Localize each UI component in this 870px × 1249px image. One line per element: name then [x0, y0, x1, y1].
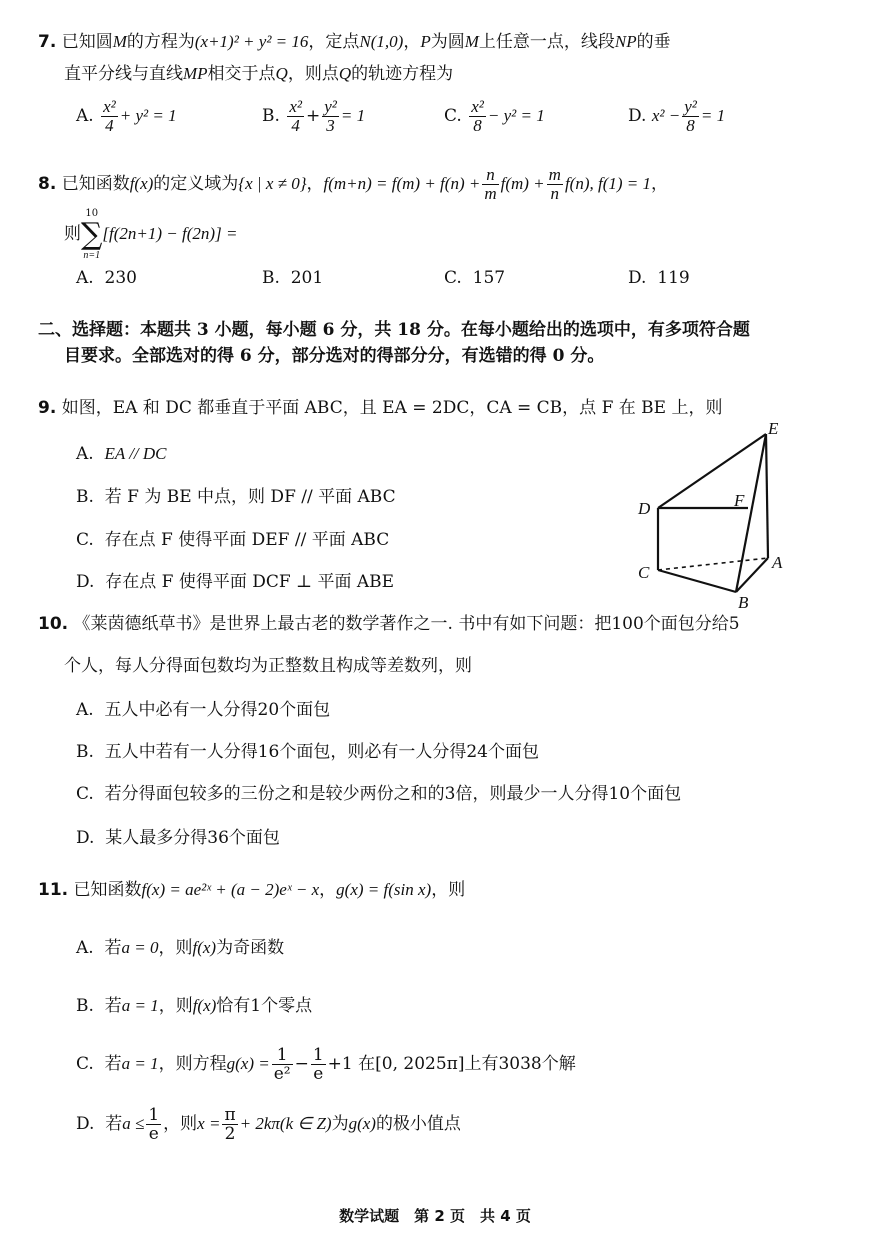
- option-text: 若: [104, 1054, 122, 1074]
- option-text: 119: [657, 268, 690, 288]
- option-text: 某人最多分得36个面包: [105, 828, 280, 848]
- label-A: A: [772, 553, 783, 572]
- option-label: C.: [76, 530, 94, 550]
- q9-stem: [38, 396, 722, 420]
- edge-EA: [766, 434, 768, 558]
- option-label: A.: [76, 938, 94, 958]
- q7-text: 为圆: [430, 32, 465, 52]
- q8-option-b[interactable]: [262, 266, 323, 290]
- q7-text: ，则点: [287, 64, 339, 84]
- q8-expression: [f(2n+1) − f(2n)] =: [102, 224, 238, 243]
- q8-option-c[interactable]: [444, 266, 505, 290]
- q8-func: f(x): [129, 174, 154, 193]
- q8-number: 8.: [38, 174, 57, 194]
- option-label: A.: [76, 106, 94, 126]
- section2-line2: 目要求。全部选对的得 6 分，部分选对的得部分分，有选错的得 0 分。: [64, 346, 605, 366]
- q7-var: M: [112, 32, 127, 51]
- q11-text: ，: [319, 880, 337, 900]
- option-label: B.: [262, 106, 280, 126]
- option-label: B.: [76, 742, 94, 762]
- q8-equation: f(n), f(1) = 1: [564, 174, 651, 193]
- option-label: B.: [262, 268, 280, 288]
- q9-option-c[interactable]: [76, 528, 389, 552]
- label-E: E: [768, 420, 779, 438]
- option-math: g(x): [348, 1114, 376, 1133]
- q10-text: 《莱茵德纸草书》是世界上最古老的数学著作之一. 书中有如下问题：把100个面包分给5: [73, 614, 740, 634]
- option-label: C.: [76, 1054, 94, 1074]
- q8-text: 的定义域为: [153, 174, 239, 194]
- q7-text: ，: [403, 32, 421, 52]
- q7-text: 的方程为: [126, 32, 195, 52]
- option-text: 230: [104, 268, 137, 288]
- option-text: 五人中若有一人分得16个面包，则必有一人分得24个面包: [104, 742, 539, 762]
- q7-option-b[interactable]: [262, 98, 365, 135]
- q9-text: 如图，EA 和 DC 都垂直于平面 ABC，且 EA = 2DC，CA = CB，点 F 在 BE 上，则: [61, 398, 723, 418]
- option-math: [0, 2025π]: [375, 1054, 465, 1074]
- edge-DE: [658, 434, 766, 508]
- q8-option-d[interactable]: [628, 266, 690, 290]
- option-math: x =: [197, 1114, 221, 1133]
- fraction: $\frac{1}{e}$: [312, 1045, 324, 1084]
- q7-option-a[interactable]: [76, 98, 177, 135]
- option-text: EA // DC: [104, 444, 167, 463]
- q8-equation: f(m) +: [500, 174, 545, 193]
- q7-text: 直平分线与直线: [64, 64, 183, 84]
- option-math: a = 1: [121, 1054, 159, 1073]
- fraction: $\frac{1}{\text{e²}}$: [273, 1045, 291, 1084]
- edge-EB: [736, 434, 766, 592]
- q9-option-b[interactable]: [76, 485, 396, 509]
- q8-text: 已知函数: [61, 174, 130, 194]
- option-text: − y² = 1: [487, 106, 545, 125]
- q8-equation: f(m+n) = f(m) + f(n) +: [323, 174, 481, 193]
- option-text: 若: [105, 1114, 123, 1134]
- label-C: C: [638, 563, 650, 582]
- label-D: D: [638, 499, 651, 518]
- q11-stem: [38, 878, 465, 902]
- fraction: $\frac{\text{y²}}{8}$: [684, 97, 697, 135]
- q11-option-d[interactable]: [76, 1102, 461, 1146]
- q10-number: 10.: [38, 614, 69, 634]
- fraction: $\frac{\pi}{2}$: [224, 1105, 236, 1144]
- option-text: 为: [331, 1114, 349, 1134]
- option-text: +: [305, 106, 321, 126]
- option-label: D.: [628, 268, 647, 288]
- option-text: + y² = 1: [119, 106, 177, 125]
- option-label: A.: [76, 700, 94, 720]
- q9-geometry-figure: [630, 420, 800, 610]
- option-label: A.: [76, 444, 94, 464]
- q8-text: 则: [64, 224, 81, 244]
- page-footer: 数学试题 第 2 页 共 4 页: [339, 1207, 531, 1225]
- summation: 10 ∑ n=1: [81, 207, 103, 261]
- q7-text: 上任意一点，线段: [478, 32, 615, 52]
- q8-line1: [38, 166, 668, 203]
- option-text: = 1: [700, 106, 726, 125]
- fraction: $\frac{m}{n}$: [548, 165, 561, 203]
- option-text: 为奇函数: [216, 938, 285, 958]
- q9-option-a[interactable]: [76, 442, 167, 466]
- q11-func-f: f(x) = ae²ˣ + (a − 2)eˣ − x: [141, 880, 320, 899]
- edge-CB: [658, 570, 736, 592]
- option-label: C.: [444, 268, 462, 288]
- option-math: f(x): [192, 938, 217, 957]
- q8-line2: [64, 206, 237, 262]
- option-text: x² −: [651, 106, 681, 125]
- option-math: f(x): [192, 996, 217, 1015]
- q8-text: ，: [306, 174, 324, 194]
- fraction: $\frac{\text{x²}}{4}$: [289, 97, 302, 135]
- q8-set: {x | x ≠ 0}: [238, 174, 307, 193]
- q7-var: NP: [614, 32, 637, 51]
- q7-text: 的垂: [636, 32, 671, 52]
- q11-text: ，则: [431, 880, 466, 900]
- q7-point: N(1,0): [359, 32, 404, 51]
- option-math: g(x) =: [226, 1054, 270, 1073]
- q10-line2: 个人，每人分得面包数均为正整数且构成等差数列，则: [64, 656, 472, 676]
- option-label: B.: [76, 996, 94, 1016]
- option-text: ，则: [163, 1114, 198, 1134]
- q11-func-g: g(x) = f(sin x): [336, 880, 432, 899]
- q9-number: 9.: [38, 398, 57, 418]
- section2-line1: 二、选择题：本题共 3 小题，每小题 6 分，共 18 分。在每小题给出的选项中，有多项符合题: [38, 320, 750, 340]
- option-math: a ≤: [122, 1114, 145, 1133]
- option-text: 若: [104, 996, 122, 1016]
- q7-var: Q: [338, 64, 352, 83]
- q7-var: Q: [275, 64, 288, 83]
- option-label: C.: [444, 106, 462, 126]
- q10-option-d[interactable]: [76, 826, 280, 850]
- q7-line2: [64, 62, 453, 86]
- option-text: 201: [290, 268, 324, 288]
- fraction: $\frac{1}{e}$: [148, 1105, 160, 1144]
- q7-var: M: [464, 32, 479, 51]
- option-label: A.: [76, 268, 94, 288]
- q7-equation: (x+1)² + y² = 16: [194, 32, 309, 51]
- option-text: 的极小值点: [375, 1114, 461, 1134]
- q7-number: 7.: [38, 32, 57, 52]
- q9-option-d[interactable]: [76, 570, 394, 594]
- q11-text: 已知函数: [73, 880, 142, 900]
- label-B: B: [738, 593, 749, 610]
- q7-text: 相交于点: [207, 64, 276, 84]
- option-label: D.: [628, 106, 647, 126]
- option-text: 上有3038个解: [464, 1054, 576, 1074]
- q11-number: 11.: [38, 880, 69, 900]
- option-text: ，则方程: [158, 1054, 227, 1074]
- q7-line1: [38, 30, 671, 54]
- edge-CA-hidden: [658, 558, 768, 570]
- q10-line1: [38, 612, 740, 636]
- label-F: F: [734, 491, 745, 510]
- option-text: ，则: [158, 996, 193, 1016]
- q7-var: P: [420, 32, 431, 51]
- option-math: a = 1: [121, 996, 159, 1015]
- option-text: ，则: [158, 938, 193, 958]
- option-label: C.: [76, 784, 94, 804]
- option-label: D.: [76, 572, 95, 592]
- fraction: $\frac{\text{x²}}{8}$: [471, 97, 484, 135]
- q10-option-b[interactable]: [76, 740, 539, 764]
- option-text: 若 F 为 BE 中点，则 DF // 平面 ABC: [104, 487, 396, 507]
- q10-option-c[interactable]: [76, 782, 681, 806]
- option-text: 存在点 F 使得平面 DEF // 平面 ABC: [104, 530, 390, 550]
- q7-text: 已知圆: [61, 32, 113, 52]
- option-text: +1 在: [327, 1054, 376, 1074]
- option-text: 若分得面包较多的三份之和是较少两份之和的3倍，则最少一人分得10个面包: [104, 784, 682, 804]
- option-text: 157: [472, 268, 506, 288]
- option-text: 若: [104, 938, 122, 958]
- option-text: 五人中必有一人分得20个面包: [104, 700, 331, 720]
- q8-option-a[interactable]: [76, 266, 137, 290]
- q8-text: ，: [651, 174, 668, 194]
- q11-option-c[interactable]: [76, 1042, 576, 1086]
- q7-option-d[interactable]: [628, 98, 725, 135]
- option-label: B.: [76, 487, 94, 507]
- option-math: + 2kπ(k ∈ Z): [239, 1114, 332, 1133]
- q7-var: MP: [183, 64, 208, 83]
- q11-option-b[interactable]: [76, 994, 312, 1018]
- q10-option-a[interactable]: [76, 698, 330, 722]
- option-text: 恰有1个零点: [216, 996, 313, 1016]
- fraction: $\frac{\text{y²}}{3}$: [324, 97, 337, 135]
- option-label: D.: [76, 1114, 95, 1134]
- option-text: 存在点 F 使得平面 DCF ⊥ 平面 ABE: [105, 572, 395, 592]
- option-math: a = 0: [121, 938, 159, 957]
- q7-option-c[interactable]: [444, 98, 545, 135]
- fraction: $\frac{n}{m}$: [484, 165, 497, 203]
- q11-option-a[interactable]: [76, 936, 284, 960]
- option-text: = 1: [340, 106, 366, 125]
- q7-text: ，定点: [308, 32, 360, 52]
- q7-text: 的轨迹方程为: [351, 64, 454, 84]
- fraction: $\frac{\text{x²}}{4}$: [103, 97, 116, 135]
- option-math: −: [294, 1054, 309, 1074]
- option-label: D.: [76, 828, 95, 848]
